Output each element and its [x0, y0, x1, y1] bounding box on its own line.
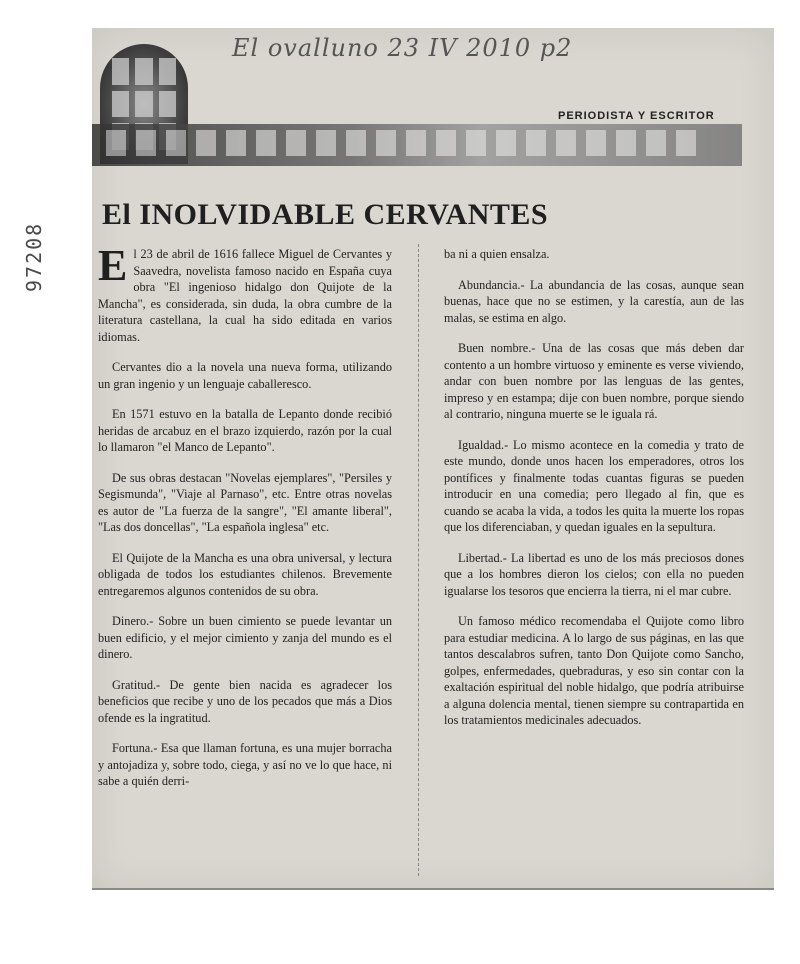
- left-column: [98, 241, 392, 804]
- paragraph: En 1571 estuvo en la batalla de Lepanto donde recibió heridas de arcabuz en el brazo izquierdo, razón por la cual lo llamaron "el Manco de Lepanto".: [98, 407, 392, 454]
- paragraph: Igualdad.- Lo mismo acontece en la comedia y trato de este mundo, donde unos hacen los emperadores, otros los pontífices y finalmente todas cuantas figuras se pueden introducir en una comedia; pero llegado al fin, que es cuando se acaba la vida, a todos les quita la muerte los ropas que los diferenciaban, y quedan iguales en la sepultura.: [444, 437, 744, 534]
- paragraph: Fortuna.- Esa que llaman fortuna, es una mujer borracha y antojadiza y, sobre todo, ciega, y así no ve lo que hace, ni sabe a quién derri-: [98, 741, 392, 788]
- paragraph: Libertad.- La libertad es uno de los más preciosos dones que a los hombres dieron los cielos; con ella no pueden igualarse los tesoros que encierra la tierra, ni el mar cubre.: [444, 550, 744, 598]
- paragraph: El Quijote de la Mancha es una obra universal, y lectura obligada de todos los estudiantes chilenos. Brevemente entregaremos algunos contenidos de su obra.: [98, 550, 392, 598]
- paragraph: Dinero.- Sobre un buen cimiento se puede levantar un buen edificio, y el mejor cimiento y zanja del mundo es el dinero.: [98, 614, 392, 661]
- paragraph: De sus obras destacan "Novelas ejemplares", "Persiles y Segismunda", "Viaje al Parnaso", etc. Entre otras novelas es autor de "La fuerza de la sangre", "El amante liberal", "Las dos doncellas", "La española inglesa" etc.: [98, 470, 392, 534]
- column-divider: [418, 244, 419, 876]
- paragraph: Un famoso médico recomendaba el Quijote como libro para estudiar medicina. A lo largo de sus páginas, en las que tantos descalabros sufren, tanto Don Quijote como Sancho, golpes, enfermedades, quebraduras, y eso sin contar con la exaltación espiritual del noble hidalgo, que podría atribuirse a alguna dolencia mental, tienen siempre su contrapartida en los tratamientos medicinales adecuados.: [444, 614, 744, 727]
- paragraph: Abundancia.- La abundancia de las cosas, aunque sean buenas, hace que no se estimen, y la carestía, aun de las malas, se estima en algo.: [444, 277, 744, 325]
- margin-number: 97208: [22, 221, 46, 292]
- paragraph: ba ni a quien ensalza.: [444, 247, 550, 261]
- bottom-rule: [92, 888, 774, 890]
- paragraph: El 23 de abril de 1616 fallece Miguel de Cervantes y Saavedra, novelista famoso nacido en España cuya obra "El ingenioso hidalgo don Quijote de la Mancha", es considerada, sin duda, la obra cumbre de la literatura castellana, la cual ha sido editada en varios idiomas.: [98, 241, 392, 344]
- paragraph: Gratitud.- De gente bien nacida es agradecer los beneficios que recibe y uno de los pecados que más a Dios ofende es la ingratitud.: [98, 677, 392, 725]
- paragraph: Buen nombre.- Una de las cosas que más deben dar contento a un hombre virtuoso y eminente es verse viviendo, andar con buen nombre por las lenguas de las gentes, impreso y en estampa; dije con buen nombre, porque siendo al contrario, ninguna muerte se le iguala rá.: [444, 341, 744, 421]
- section-kicker: PERIODISTA Y ESCRITOR: [558, 110, 715, 122]
- handwritten-note: El ovalluno 23 IV 2010 p2: [232, 34, 573, 62]
- banner-photo: [92, 124, 742, 166]
- right-column: [444, 246, 744, 743]
- drop-cap: E: [98, 241, 128, 290]
- headline: El INOLVIDABLE CERVANTES: [102, 198, 549, 231]
- paragraph: Cervantes dio a la novela una nueva forma, utilizando un gran ingenio y un lenguaje caballeresco.: [98, 360, 392, 391]
